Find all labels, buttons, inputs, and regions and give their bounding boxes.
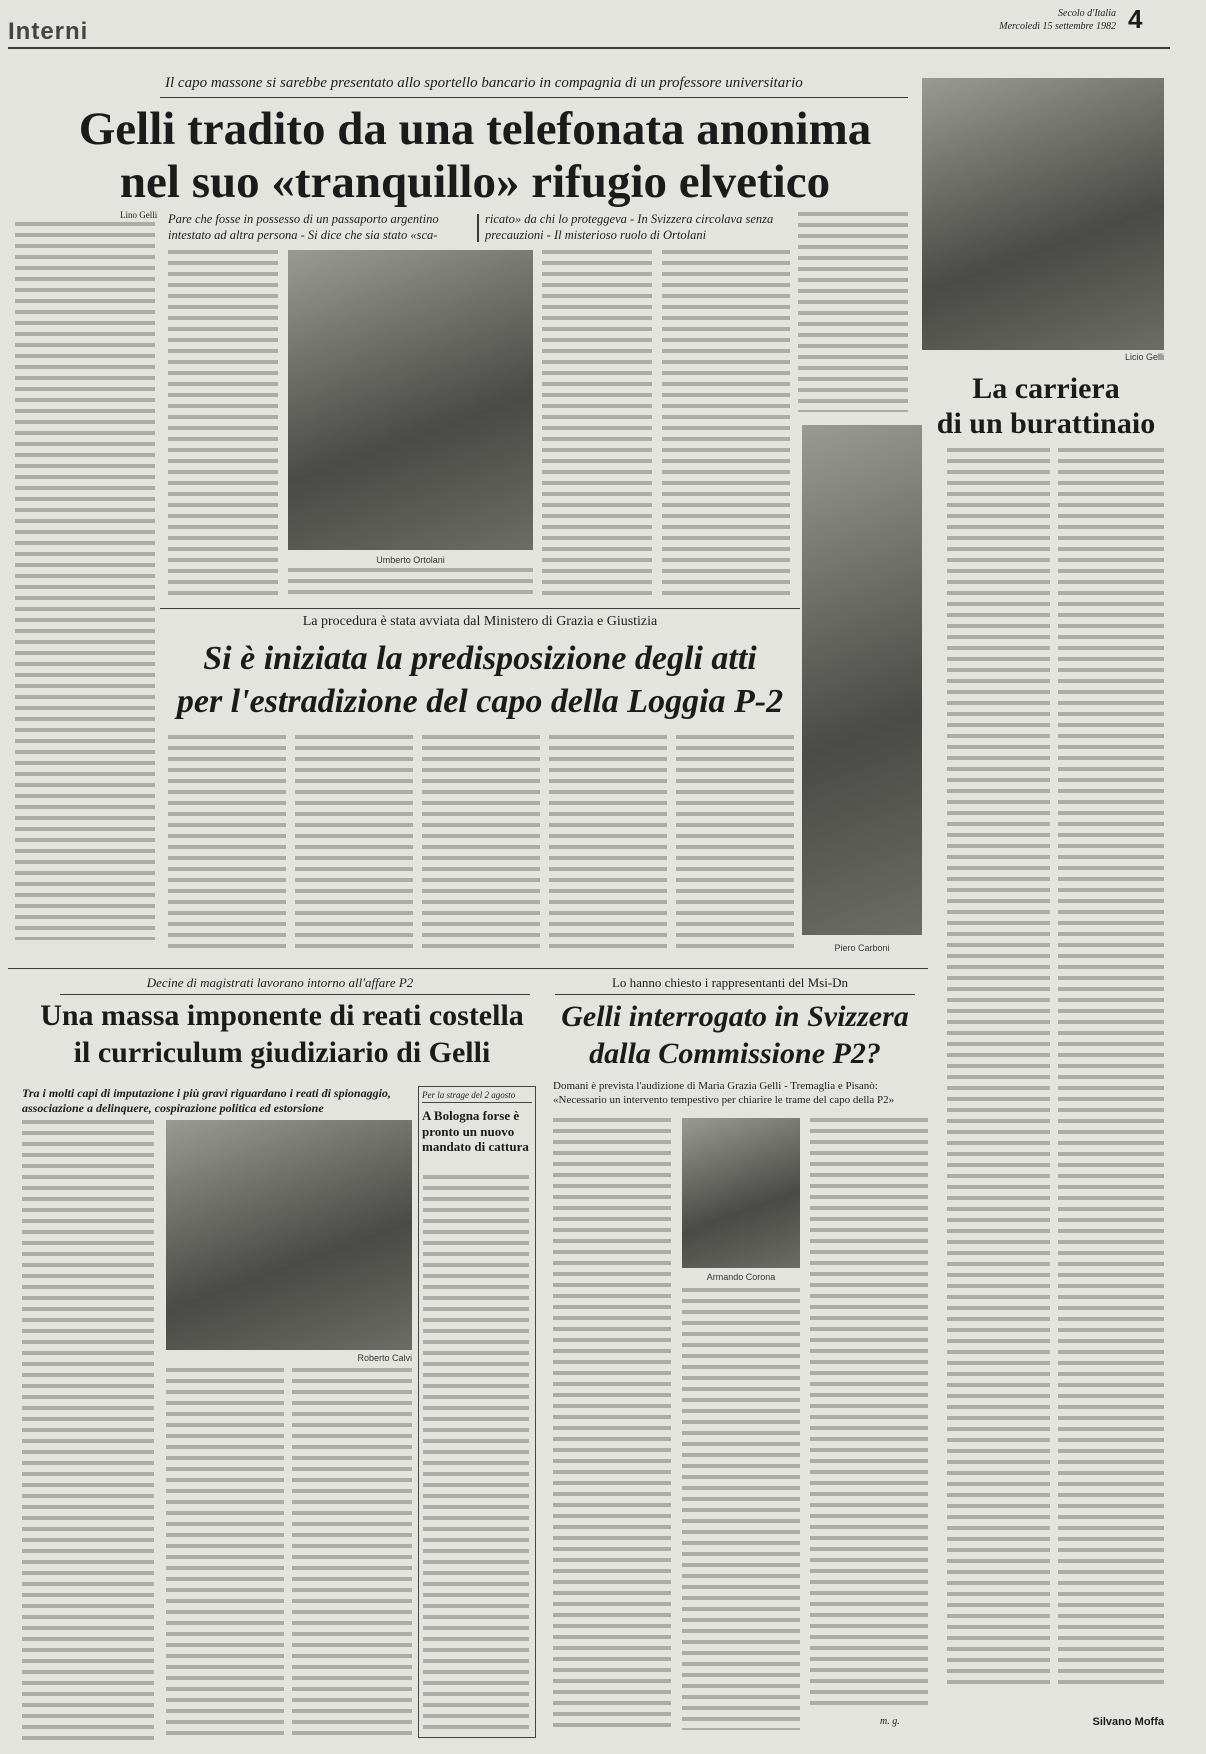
story2-column-2 bbox=[295, 735, 413, 950]
licio-gelli-photo bbox=[922, 78, 1164, 350]
story3-column-3 bbox=[292, 1368, 412, 1740]
sidebar-byline: Silvano Moffa bbox=[1092, 1716, 1164, 1728]
carboni-photo bbox=[802, 425, 922, 935]
story4-summary: Domani è prevista l'audizione di Maria Grazia Gelli - Tremaglia e Pisanò: «Necessario un intervento tempestivo per chiarire le trame del capo della P2» bbox=[553, 1080, 895, 1106]
newspaper-name: Secolo d'Italia bbox=[1058, 8, 1116, 19]
story3-summary: Tra i molti capi di imputazione i più gravi riguardano i reati di spionaggio, associazione a delinquere, cospirazione politica ed estorsione bbox=[22, 1086, 391, 1115]
lower-section-rule bbox=[8, 968, 928, 969]
story1-kicker: Il capo massone si sarebbe presentato allo sportello bancario in compagnia di un professore universitario bbox=[165, 75, 803, 91]
story4-headline-line2: dalla Commissione P2? bbox=[589, 1037, 881, 1070]
story2-headline-line2: per l'estradizione del capo della Loggia P-2 bbox=[176, 683, 784, 720]
story1-dateline: Lino Gelli bbox=[120, 210, 158, 220]
ortolani-photo bbox=[288, 250, 533, 550]
story1-column-5 bbox=[662, 250, 790, 600]
story4-kicker-rule bbox=[555, 994, 915, 995]
bologna-box-headline: A Bologna forse è pronto un nuovo mandato di cattura bbox=[422, 1108, 529, 1155]
licio-gelli-photo-caption: Licio Gelli bbox=[1124, 352, 1164, 362]
sidebar-headline-line2: di un burattinaio bbox=[936, 407, 1156, 440]
story1-column-3-lower bbox=[288, 568, 533, 600]
story4-kicker: Lo hanno chiesto i rappresentanti del Msi-Dn bbox=[611, 975, 849, 990]
story1-headline-line1: Gelli tradito da una telefonata anonima bbox=[78, 103, 872, 155]
story4-column-1 bbox=[553, 1118, 671, 1730]
story3-kicker-rule bbox=[60, 994, 530, 995]
story1-column-2 bbox=[168, 250, 278, 600]
story2-column-5 bbox=[676, 735, 794, 950]
story3-headline-line1: Una massa imponente di reati costella bbox=[40, 999, 524, 1032]
story1-column-6-upper bbox=[798, 212, 908, 412]
story2-headline-line1: Si è iniziata la predisposizione degli atti bbox=[203, 640, 757, 677]
story3-column-2 bbox=[166, 1368, 284, 1740]
story3-column-1 bbox=[22, 1120, 154, 1740]
section-label: Interni bbox=[8, 18, 89, 45]
story4-column-3 bbox=[810, 1118, 928, 1708]
story3-headline-line2: il curriculum giudiziario di Gelli bbox=[73, 1036, 491, 1069]
story1-column-1 bbox=[15, 222, 155, 940]
story3-kicker: Decine di magistrati lavorano intorno all'affare P2 bbox=[146, 975, 414, 990]
sidebar-headline-line1: La carriera bbox=[972, 372, 1120, 405]
calvi-photo bbox=[166, 1120, 412, 1350]
carboni-photo-caption: Piero Carboni bbox=[834, 943, 890, 953]
calvi-photo-caption: Roberto Calvi bbox=[357, 1353, 412, 1363]
corona-photo bbox=[682, 1118, 800, 1268]
bologna-box-text bbox=[423, 1175, 529, 1730]
story1-column-4 bbox=[542, 250, 652, 600]
sidebar-column-1 bbox=[947, 448, 1050, 1688]
sidebar-column-2 bbox=[1058, 448, 1164, 1688]
story1-headline-line2: nel suo «tranquillo» rifugio elvetico bbox=[119, 156, 831, 208]
story2-column-3 bbox=[422, 735, 540, 950]
story4-column-2 bbox=[682, 1288, 800, 1730]
page-number: 4 bbox=[1128, 4, 1143, 34]
corona-photo-caption: Armando Corona bbox=[706, 1272, 776, 1282]
story2-column-4 bbox=[549, 735, 667, 950]
bologna-box-label: Per la strage del 2 agosto bbox=[422, 1090, 532, 1103]
story1-summary-divider bbox=[477, 214, 479, 242]
ortolani-photo-caption: Umberto Ortolani bbox=[376, 555, 445, 565]
story2-top-rule bbox=[160, 608, 800, 609]
story1-summary-left: Pare che fosse in possesso di un passaporto argentino intestato ad altra persona - Si dice che sia stato «sca- bbox=[168, 212, 439, 242]
story2-kicker: La procedura è stata avviata dal Ministero di Grazia e Giustizia bbox=[302, 614, 658, 629]
issue-date: Mercoledì 15 settembre 1982 bbox=[999, 21, 1116, 32]
story1-summary-right: ricato» da chi lo proteggeva - In Svizzera circolava senza precauzioni - Il misterioso ruolo di Ortolani bbox=[485, 212, 774, 242]
story4-signoff: m. g. bbox=[880, 1716, 900, 1727]
masthead-rule bbox=[8, 47, 1170, 49]
story2-column-1 bbox=[168, 735, 286, 950]
story4-headline-line1: Gelli interrogato in Svizzera bbox=[561, 1000, 909, 1033]
story1-kicker-rule bbox=[160, 97, 908, 98]
